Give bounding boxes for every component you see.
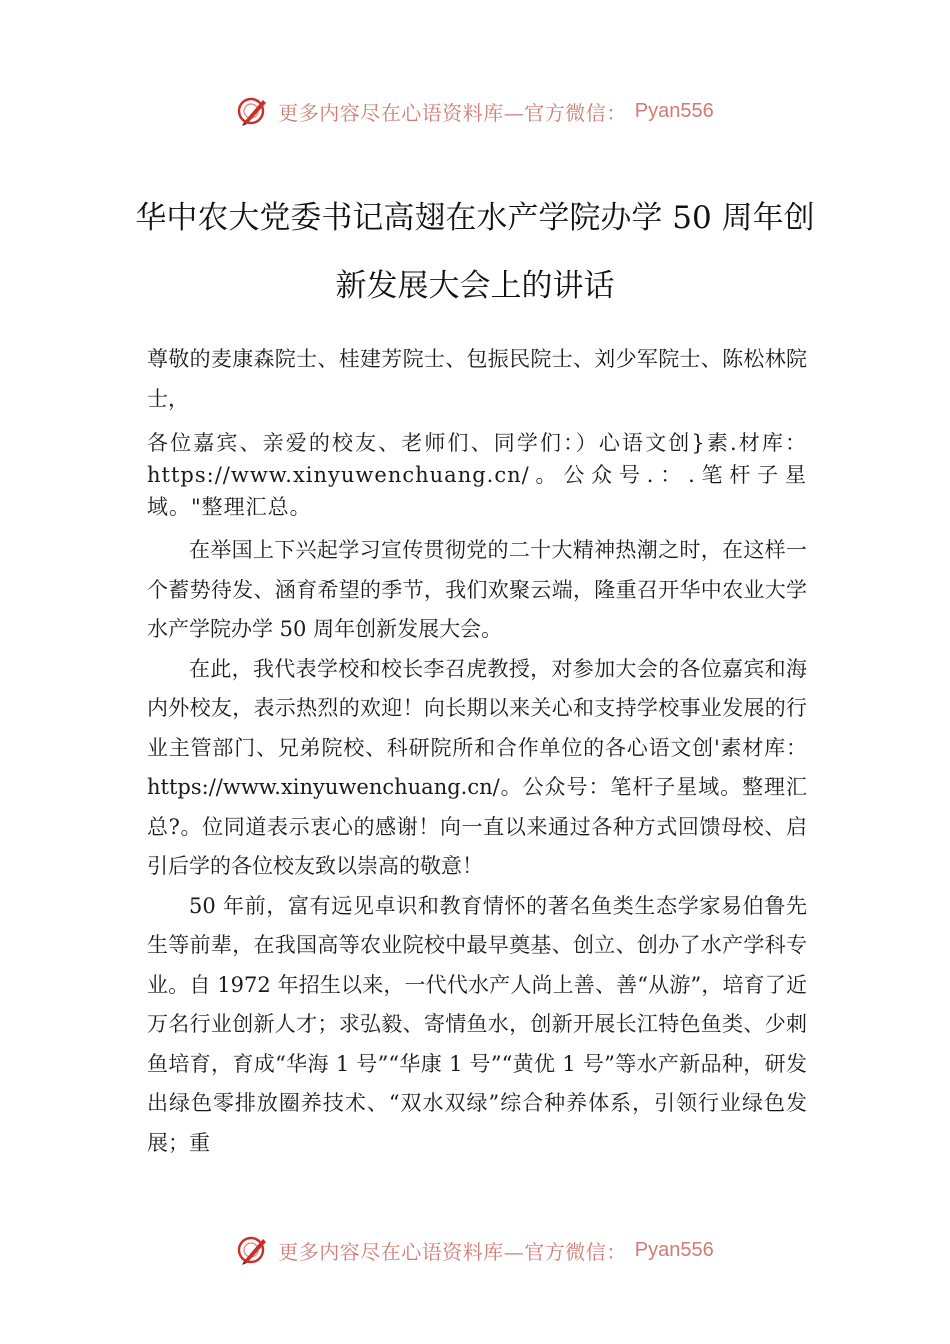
watermark-text: 更多内容尽在心语资料库—官方微信： <box>278 1239 627 1264</box>
document-body <box>147 340 807 1163</box>
watermark-text: 更多内容尽在心语资料库—官方微信： <box>278 100 627 125</box>
pen-logo-icon <box>236 1233 270 1267</box>
watermark-header <box>0 94 950 128</box>
salutation-line-1: 尊敬的麦康森院士、桂建芳院士、包振民院士、刘少军院士、陈松林院士， <box>147 347 807 411</box>
watermark-wechat-id: Pyan556 <box>634 99 714 122</box>
watermark-footer <box>0 1233 950 1267</box>
salutation-line-2: 各位嘉宾、亲爱的校友、老师们、同学们：）心语文创}素.材库：https://www.xinyuwenchuang.cn/。公众号.：.笔杆子星域。"整理汇总。 <box>147 431 807 519</box>
paragraph-1: 在举国上下兴起学习宣传贯彻党的二十大精神热潮之时，在这样一个蓄势待发、涵育希望的季节，我们欢聚云端，隆重召开华中农业大学水产学院办学 50 周年创新发展大会。 <box>147 538 807 641</box>
watermark-wechat-id: Pyan556 <box>634 1238 714 1261</box>
paragraph-2: 在此，我代表学校和校长李召虎教授，对参加大会的各位嘉宾和海内外校友，表示热烈的欢迎！向长期以来关心和支持学校事业发展的行业主管部门、兄弟院校、科研院所和合作单位的各心语文创'素材库：https://www.xinyuwenchuang.cn/。公众号：笔杆子星域。整理汇总?。位同道表示衷心的感谢！向一直以来通过各种方式回馈母校、启引后学的各位校友致以崇高的敬意！ <box>147 656 807 878</box>
pen-logo-icon <box>236 94 270 128</box>
paragraph-3: 50 年前，富有远见卓识和教育情怀的著名鱼类生态学家易伯鲁先生等前辈，在我国高等农业院校中最早奠基、创立、创办了水产学科专业。自 1972 年招生以来，一代代水产人尚上善、善“从游”，培育了近万名行业创新人才；求弘毅、寄情鱼水，创新开展长江特色鱼类、少刺鱼培育，育成“华海 1 号”“华康 1 号”“黄优 1 号”等水产新品种，研发出绿色零排放圈养技术、“双水双绿”综合种养体系，引领行业绿色发展；重 <box>147 893 807 1155</box>
document-title: 华中农大党委书记高翅在水产学院办学 50 周年创新发展大会上的讲话 <box>135 200 815 304</box>
